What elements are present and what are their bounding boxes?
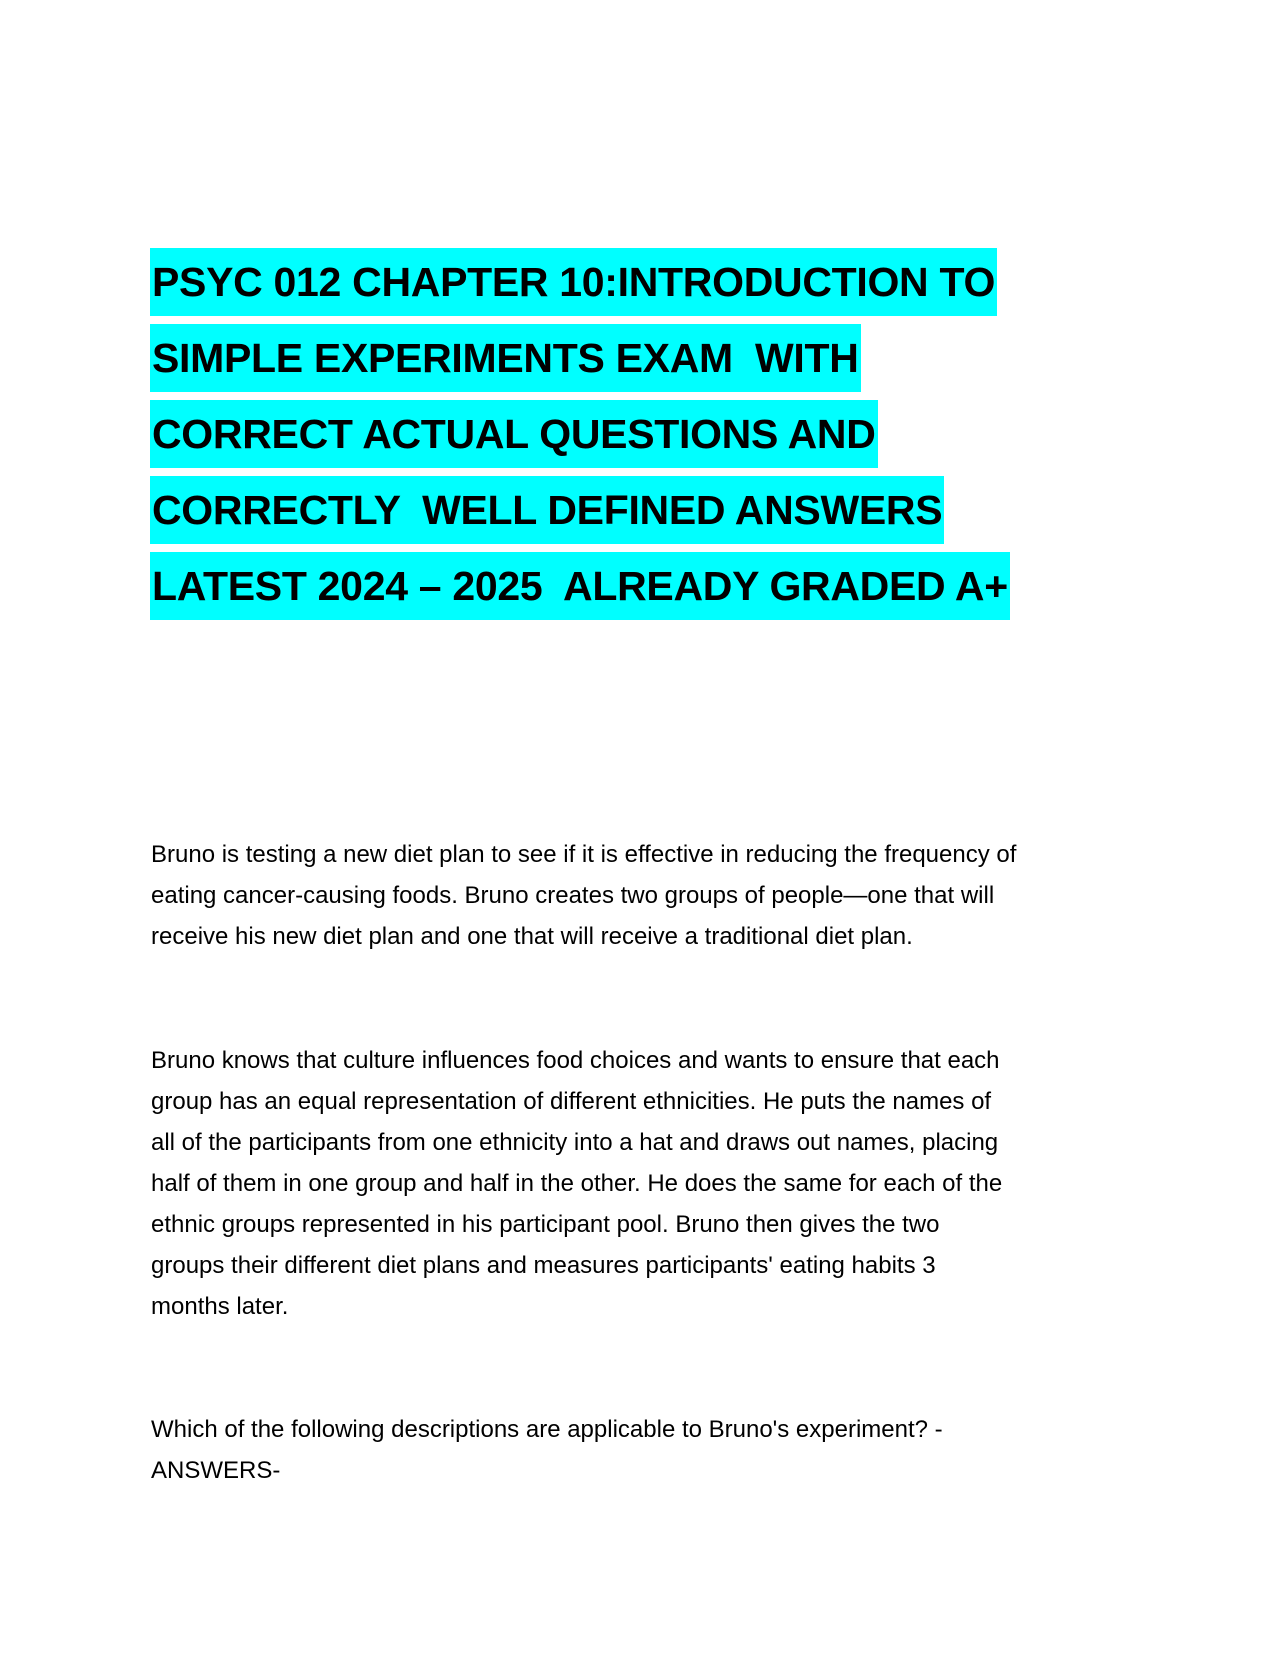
- paragraph-line: receive his new diet plan and one that will receive a traditional diet plan.: [151, 923, 913, 950]
- question-paragraph: [151, 1409, 1141, 1491]
- document-title: [150, 248, 1150, 628]
- paragraph-line: Bruno knows that culture influences food choices and wants to ensure that each: [151, 1047, 1000, 1074]
- title-line: [150, 248, 1150, 324]
- paragraph-line: eating cancer-causing foods. Bruno creates two groups of people—one that will: [151, 882, 995, 909]
- title-line-text: LATEST 2024 – 2025 ALREADY GRADED A+: [150, 552, 1010, 620]
- title-line: [150, 552, 1150, 628]
- title-line: [150, 324, 1150, 400]
- paragraph-line: Bruno is testing a new diet plan to see if it is effective in reducing the frequency of: [151, 841, 1017, 868]
- title-line-text: CORRECTLY WELL DEFINED ANSWERS: [150, 476, 944, 544]
- paragraph-line: all of the participants from one ethnicity into a hat and draws out names, placing: [151, 1129, 999, 1156]
- question-line: Which of the following descriptions are applicable to Bruno's experiment? -: [151, 1416, 943, 1443]
- paragraph-line: half of them in one group and half in the other. He does the same for each of the: [151, 1170, 1003, 1197]
- title-line-text: CORRECT ACTUAL QUESTIONS AND: [150, 400, 878, 468]
- answers-label: ANSWERS-: [151, 1457, 281, 1484]
- scenario-paragraph-method: [151, 1040, 1141, 1327]
- paragraph-line: months later.: [151, 1293, 289, 1320]
- paragraph-line: group has an equal representation of different ethnicities. He puts the names of: [151, 1088, 992, 1115]
- scenario-paragraph-intro: [151, 834, 1141, 957]
- paragraph-line: groups their different diet plans and measures participants' eating habits 3: [151, 1252, 936, 1279]
- title-line-text: PSYC 012 CHAPTER 10:INTRODUCTION TO: [150, 248, 997, 316]
- title-line: [150, 400, 1150, 476]
- paragraph-line: ethnic groups represented in his participant pool. Bruno then gives the two: [151, 1211, 940, 1238]
- title-line-text: SIMPLE EXPERIMENTS EXAM WITH: [150, 324, 861, 392]
- title-line: [150, 476, 1150, 552]
